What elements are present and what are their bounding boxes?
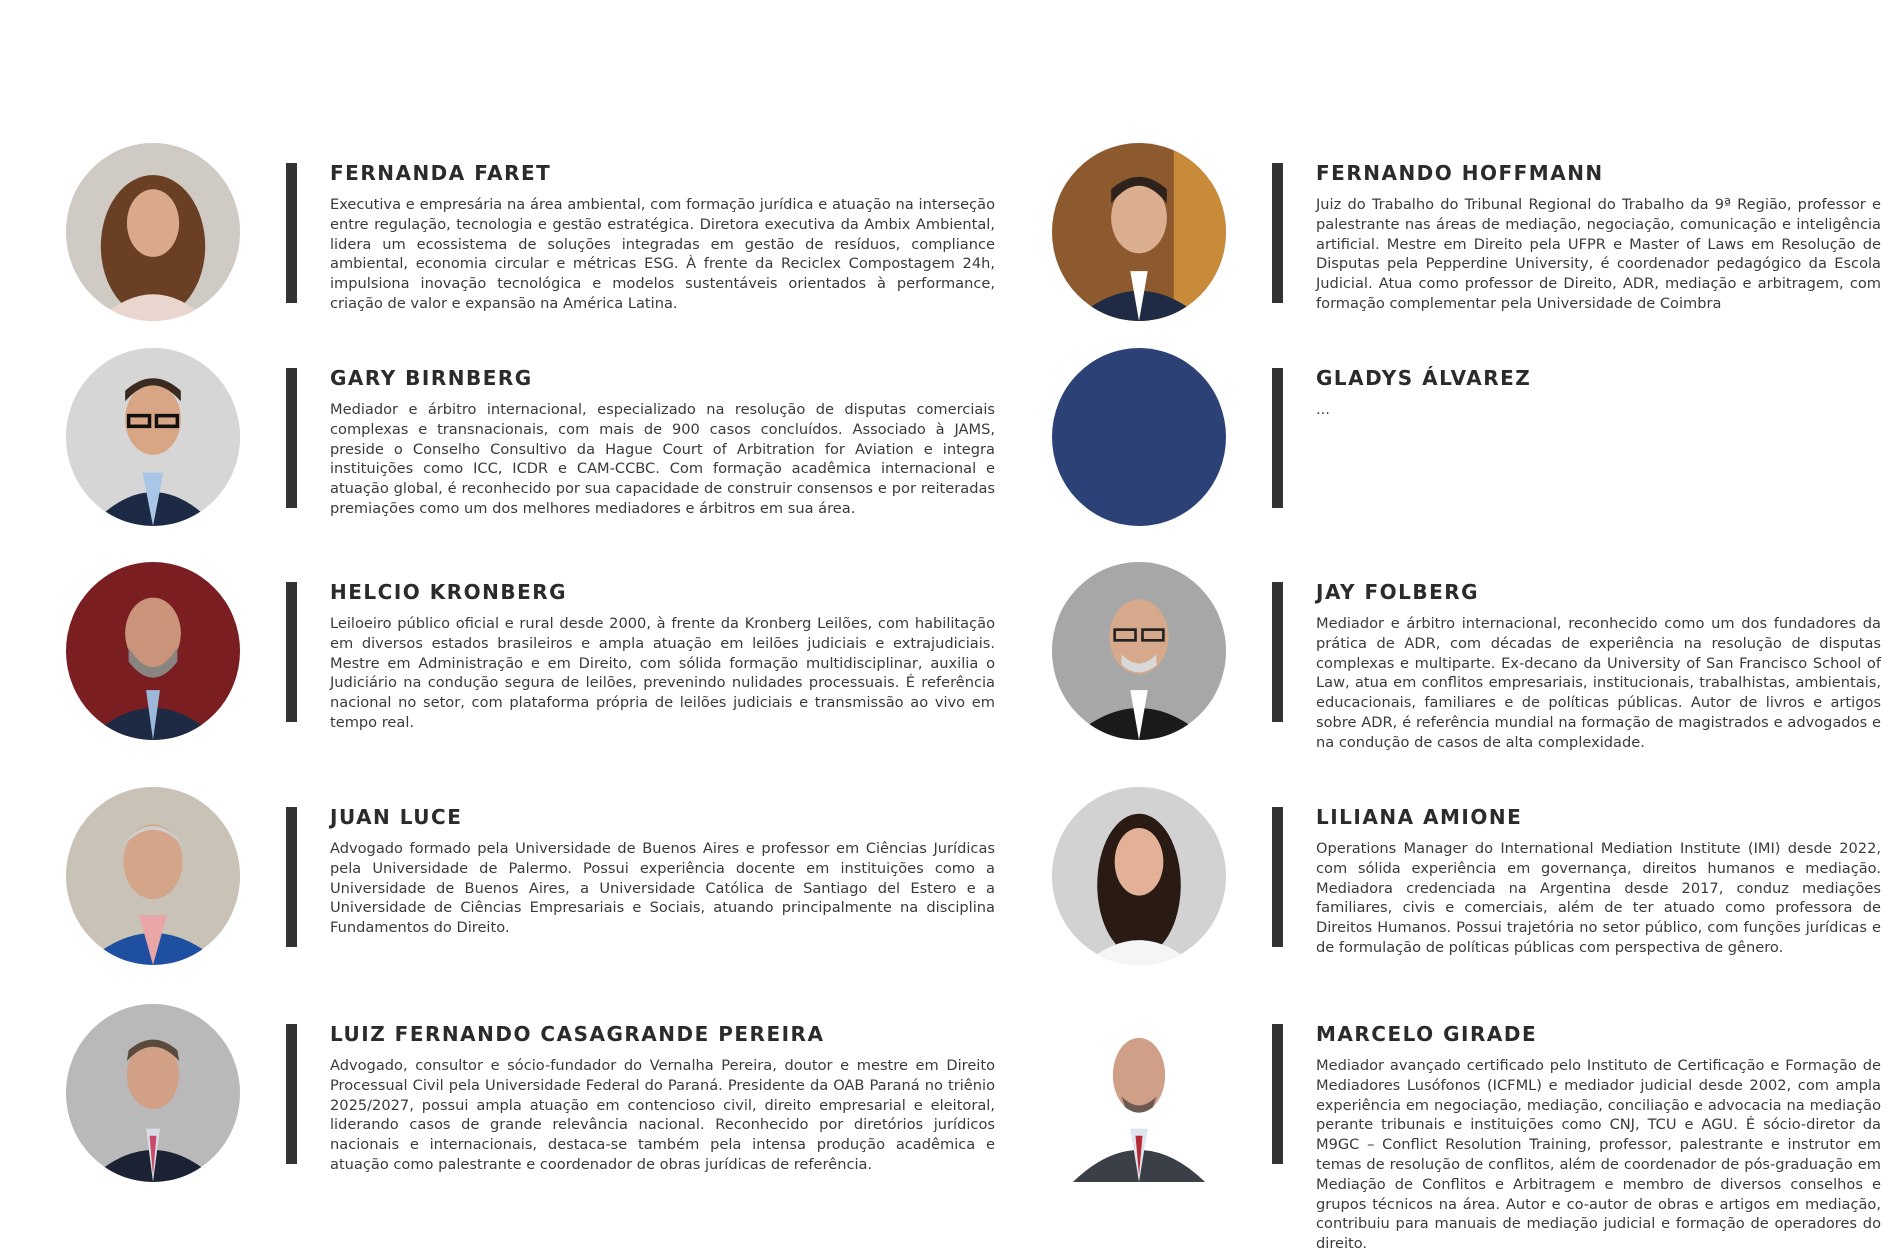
person-bio: Mediador e árbitro internacional, reconhecido como um dos fundadores da prática de ADR, com décadas de experiência na resolução de disputas complexas e multiparte. Ex-decano da University of San Francisco School of Law, atua em conflitos empresariais, institucionais, trabalhistas, ambientais, educacionais, familiares e de políticas públicas. Autor de livros e artigos sobre ADR, é referência mundial na formação de magistrados e advogados e na condução de casos de alta complexidade. xyxy=(1316,615,1881,751)
accent-bar xyxy=(286,807,297,947)
accent-bar xyxy=(1272,163,1283,303)
accent-bar xyxy=(1272,807,1283,947)
person-bio: Mediador e árbitro internacional, especializado na resolução de disputas comerciais complexas e transnacionais, com mais de 900 casos concluídos. Associado à JAMS, preside o Conselho Consultivo da Hague Court of Arbitration for Aviation e integra instituições como ICC, ICDR e CAM-CCBC. Com formação acadêmica internacional e atuação global, é reconhecido por sua capacidade de construir consensos e por reiteradas premiações como um dos melhores mediadores e árbitros em sua área. xyxy=(330,401,995,517)
person-name: HELCIO KRONBERG xyxy=(330,580,568,604)
accent-bar xyxy=(286,1024,297,1164)
profile-card-helcio-kronberg xyxy=(66,562,1016,752)
profile-card-luiz-fernando-casagrande-pereira xyxy=(66,1004,1016,1194)
avatar xyxy=(66,1004,240,1182)
profile-card-juan-luce xyxy=(66,787,1016,977)
person-bio: Advogado, consultor e sócio-fundador do Vernalha Pereira, doutor e mestre em Direito Processual Civil pela Universidade Federal do Paraná. Presidente da OAB Paraná no triênio 2025/2027, possui ampla atuação em contencioso civil, direito empresarial e eleitoral, liderando casos de grande relevância nacional. Reconhecido por diretórios jurídicos nacionais e internacionais, destaca-se também pela intensa produção acadêmica e atuação como palestrante e coordenador de obras jurídicas de referência. xyxy=(330,1057,995,1173)
accent-bar xyxy=(286,368,297,508)
profile-card-gladys-alvarez xyxy=(1052,348,1892,548)
person-bio: Leiloeiro público oficial e rural desde 2000, à frente da Kronberg Leilões, com habilitação em diversos estados brasileiros e ampla atuação em leilões judiciais e extrajudiciais. Mestre em Administração e em Direito, com sólida formação multidisciplinar, auxilia o Judiciário na condução segura de leilões, prevenindo nulidades processuais. É referência nacional no setor, com plataforma própria de leilões judiciais e transmissão ao vivo em tempo real. xyxy=(330,615,995,731)
person-bio: Executiva e empresária na área ambiental, com formação jurídica e atuação na interseção entre regulação, tecnologia e gestão estratégica. Diretora executiva da Ambix Ambiental, lidera um ecossistema de soluções integradas em gestão de resíduos, compliance ambiental, economia circular e métricas ESG. À frente da Reciclex Compostagem 24h, impulsiona inovação tecnológica e modelos sustentáveis orientados à performance, criação de valor e expansão na América Latina. xyxy=(330,196,995,312)
person-name: MARCELO GIRADE xyxy=(1316,1022,1538,1046)
accent-bar xyxy=(286,582,297,722)
person-name: LILIANA AMIONE xyxy=(1316,805,1523,829)
person-bio: Juiz do Trabalho do Tribunal Regional do Trabalho da 9ª Região, professor e palestrante nas áreas de mediação, negociação, comunicação e inteligência artificial. Mestre em Direito pela UFPR e Master of Laws em Resolução de Disputas pela Pepperdine University, é coordenador pedagógico da Escola Judicial. Atua como professor de Direito, ADR, mediação e arbitragem, com formação complementar pela Universidade de Coimbra xyxy=(1316,196,1881,312)
avatar xyxy=(66,787,240,965)
accent-bar xyxy=(1272,368,1283,508)
avatar xyxy=(1052,1004,1226,1182)
profile-card-fernando-hoffmann xyxy=(1052,143,1892,343)
person-bio: Mediador avançado certificado pelo Instituto de Certificação e Formação de Mediadores Lusófonos (ICFML) e mediador judicial desde 2002, com ampla experiência em negociação, mediação, conciliação e advocacia na mediação perante tribunais e instituições como CNJ, TCU e AGU. É sócio-diretor da M9GC – Conflict Resolution Training, professor, palestrante e instrutor em temas de resolução de conflitos, além de coordenador de pós-graduação em Mediação de Conflitos e Arbitragem e membro de diversos conselhos e grupos técnicos na área. Autor e co-autor de obras e artigos em mediação, contribuiu para manuais de mediação judicial e formação de operadores do direito. xyxy=(1316,1057,1881,1253)
avatar xyxy=(1052,562,1226,740)
person-name: FERNANDA FARET xyxy=(330,161,552,185)
avatar xyxy=(66,143,240,321)
profile-card-liliana-amione xyxy=(1052,787,1892,997)
avatar xyxy=(66,562,240,740)
person-name: GARY BIRNBERG xyxy=(330,366,533,390)
person-bio: Advogado formado pela Universidade de Buenos Aires e professor em Ciências Jurídicas pela Universidade de Palermo. Possui experiência docente em instituições como a Universidade de Buenos Aires, a Universidade Católica de Santiago del Estero e a Universidade de Ciências Empresariais e Sociais, atuando principalmente na disciplina Fundamentos do Direito. xyxy=(330,840,995,937)
avatar-placeholder xyxy=(1052,348,1226,526)
person-name: JAY FOLBERG xyxy=(1316,580,1480,604)
profile-card-gary-birnberg xyxy=(66,348,1016,538)
person-name: JUAN LUCE xyxy=(330,805,463,829)
profile-card-fernanda-faret xyxy=(66,143,1016,333)
person-name: LUIZ FERNANDO CASAGRANDE PEREIRA xyxy=(330,1022,825,1046)
accent-bar xyxy=(286,163,297,303)
avatar xyxy=(1052,143,1226,321)
avatar xyxy=(66,348,240,526)
avatar xyxy=(1052,787,1226,965)
person-bio: Operations Manager do International Mediation Institute (IMI) desde 2022, com sólida experiência em governança, direitos humanos e mediação. Mediadora credenciada na Argentina desde 2017, conduz mediações familiares, civis e comerciais, além de ter atuado como professora de Direitos Humanos. Possui trajetória no setor público, com funções jurídicas e de formulação de políticas públicas com perspectiva de gênero. xyxy=(1316,840,1881,956)
person-name: FERNANDO HOFFMANN xyxy=(1316,161,1604,185)
profile-card-marcelo-girade xyxy=(1052,1004,1892,1253)
person-name: GLADYS ÁLVAREZ xyxy=(1316,366,1532,390)
accent-bar xyxy=(1272,1024,1283,1164)
accent-bar xyxy=(1272,582,1283,722)
profile-card-jay-folberg xyxy=(1052,562,1892,772)
person-bio: ... xyxy=(1316,401,1330,418)
